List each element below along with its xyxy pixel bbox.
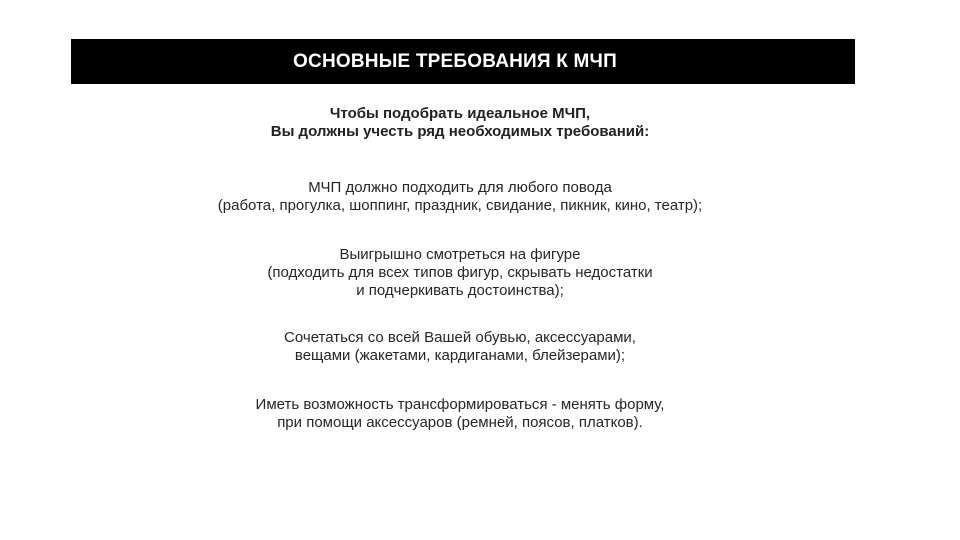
intro-line: Вы должны учесть ряд необходимых требований: [270,123,650,140]
requirement-line: МЧП должно подходить для любого повода [308,179,612,196]
intro-text [100,105,820,141]
requirement-line: Выигрышно смотреться на фигуре [339,246,581,263]
requirement-line: Иметь возможность трансформироваться - менять форму, [255,396,665,413]
requirement-occasion [100,179,820,215]
requirement-line: при помощи аксессуаров (ремней, поясов, платков). [277,414,643,431]
requirement-line: (подходить для всех типов фигур, скрывать недостатки [267,264,653,281]
requirement-line: и подчеркивать достоинства); [356,282,564,299]
requirement-accessories [100,329,820,365]
requirement-transform [100,396,820,432]
requirement-figure [100,246,820,300]
requirement-line: Сочетаться со всей Вашей обувью, аксессуарами, [284,329,636,346]
requirement-line: (работа, прогулка, шоппинг, праздник, свидание, пикник, кино, театр); [217,197,703,214]
title-bar [71,39,855,84]
page-title: ОСНОВНЫЕ ТРЕБОВАНИЯ К МЧП [293,50,617,72]
requirement-line: вещами (жакетами, кардиганами, блейзерами); [294,347,626,364]
intro-line: Чтобы подобрать идеальное МЧП, [329,105,591,122]
